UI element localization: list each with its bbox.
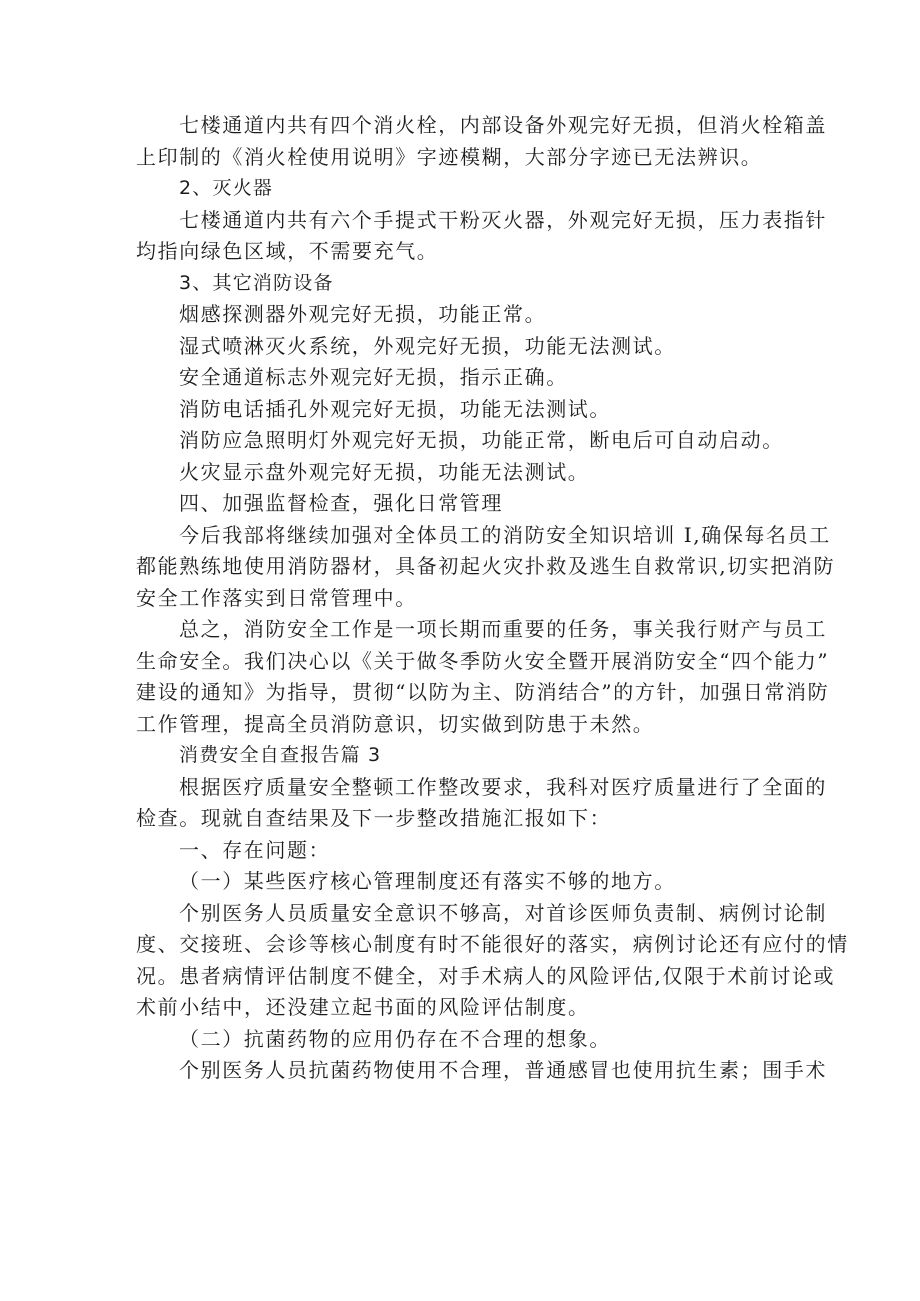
- paragraph: [0, 110, 920, 173]
- text-line: 七楼通道内共有四个消火栓，内部设备外观完好无损，但消火栓箱盖: [179, 113, 827, 137]
- text-line: 度、交接班、会诊等核心制度有时不能很好的落实，病例讨论还有应付的情: [136, 932, 849, 956]
- paragraph: [0, 205, 920, 268]
- text-line: 生命安全。我们决心以《关于做冬季防火安全暨开展消防安全“四个能力”: [136, 648, 830, 673]
- text-line: 2、灭火器: [179, 177, 274, 199]
- paragraph: [0, 866, 920, 898]
- paragraph: [0, 488, 920, 520]
- paragraph: [0, 362, 920, 394]
- text-line: 消防应急照明灯外观完好无损，功能正常，断电后可自动启动。: [179, 428, 784, 452]
- text-line: 个别医务人员抗菌药物使用不合理，普通感冒也使用抗生素；围手术: [179, 1058, 827, 1082]
- text-line: 况。患者病情评估制度不健全，对手术病人的风险评估,仅限于术前讨论或: [136, 963, 836, 988]
- text-line: 烟感探测器外观完好无损，功能正常。: [179, 302, 547, 326]
- text-line: 工作管理，提高全员消防意识，切实做到防患于未然。: [136, 711, 655, 736]
- paragraph: [0, 520, 920, 615]
- text-line: 火灾显示盘外观完好无损，功能无法测试。: [179, 459, 590, 484]
- text-line: 都能熟练地使用消防器材，具备初起火灾扑救及逃生自救常识,切实把消防: [136, 554, 836, 578]
- paragraph: [0, 457, 920, 489]
- paragraph: [0, 1024, 920, 1056]
- document-body: [0, 110, 920, 1087]
- section-heading: [0, 740, 920, 772]
- section-heading: [0, 173, 920, 205]
- paragraph: [0, 1055, 920, 1087]
- paragraph: [0, 394, 920, 426]
- text-line: 今后我部将继续加强对全体员工的消防安全知识培训 I,确保每名员工: [179, 522, 831, 547]
- text-line: 湿式喷淋灭火系统，外观完好无损，功能无法测试。: [179, 333, 676, 358]
- paragraph: [0, 835, 920, 867]
- text-line: 均指向绿色区域，不需要充气。: [136, 239, 439, 263]
- text-line: 安全通道标志外观完好无损，指示正确。: [179, 365, 568, 389]
- text-line: （一）某些医疗核心管理制度还有落实不够的地方。: [179, 869, 676, 893]
- paragraph: [0, 331, 920, 363]
- paragraph: [0, 614, 920, 740]
- text-line: 消费安全自查报告篇 3: [179, 744, 382, 766]
- paragraph: [0, 898, 920, 1024]
- section-heading: [0, 268, 920, 300]
- text-line: 七楼通道内共有六个手提式干粉灭火器，外观完好无损，压力表指针: [179, 207, 827, 232]
- text-line: 安全工作落实到日常管理中。: [136, 585, 417, 610]
- paragraph: [0, 425, 920, 457]
- text-line: 根据医疗质量安全整顿工作整改要求，我科对医疗质量进行了全面的: [179, 774, 827, 799]
- paragraph: [0, 299, 920, 331]
- text-line: 术前小结中，还没建立起书面的风险评估制度。: [136, 995, 590, 1019]
- text-line: 总之，消防安全工作是一项长期而重要的任务，事关我行财产与员工: [179, 617, 827, 641]
- text-line: 四、加强监督检查，强化日常管理: [179, 491, 503, 515]
- text-line: （二）抗菌药物的应用仍存在不合理的想象。: [179, 1026, 611, 1051]
- text-line: 检查。现就自查结果及下一步整改措施汇报如下：: [136, 806, 612, 830]
- text-line: 上印制的《消火栓使用说明》字迹模糊，大部分字迹已无法辨识。: [136, 144, 763, 169]
- text-line: 个别医务人员质量安全意识不够高，对首诊医师负责制、病例讨论制: [179, 900, 827, 925]
- text-line: 一、存在问题：: [179, 837, 331, 862]
- text-line: 消防电话插孔外观完好无损，功能无法测试。: [179, 396, 611, 421]
- text-line: 建设的通知》为指导，贯彻“以防为主、防消结合”的方针，加强日常消防: [136, 680, 830, 704]
- text-line: 3、其它消防设备: [179, 271, 334, 294]
- paragraph: [0, 772, 920, 835]
